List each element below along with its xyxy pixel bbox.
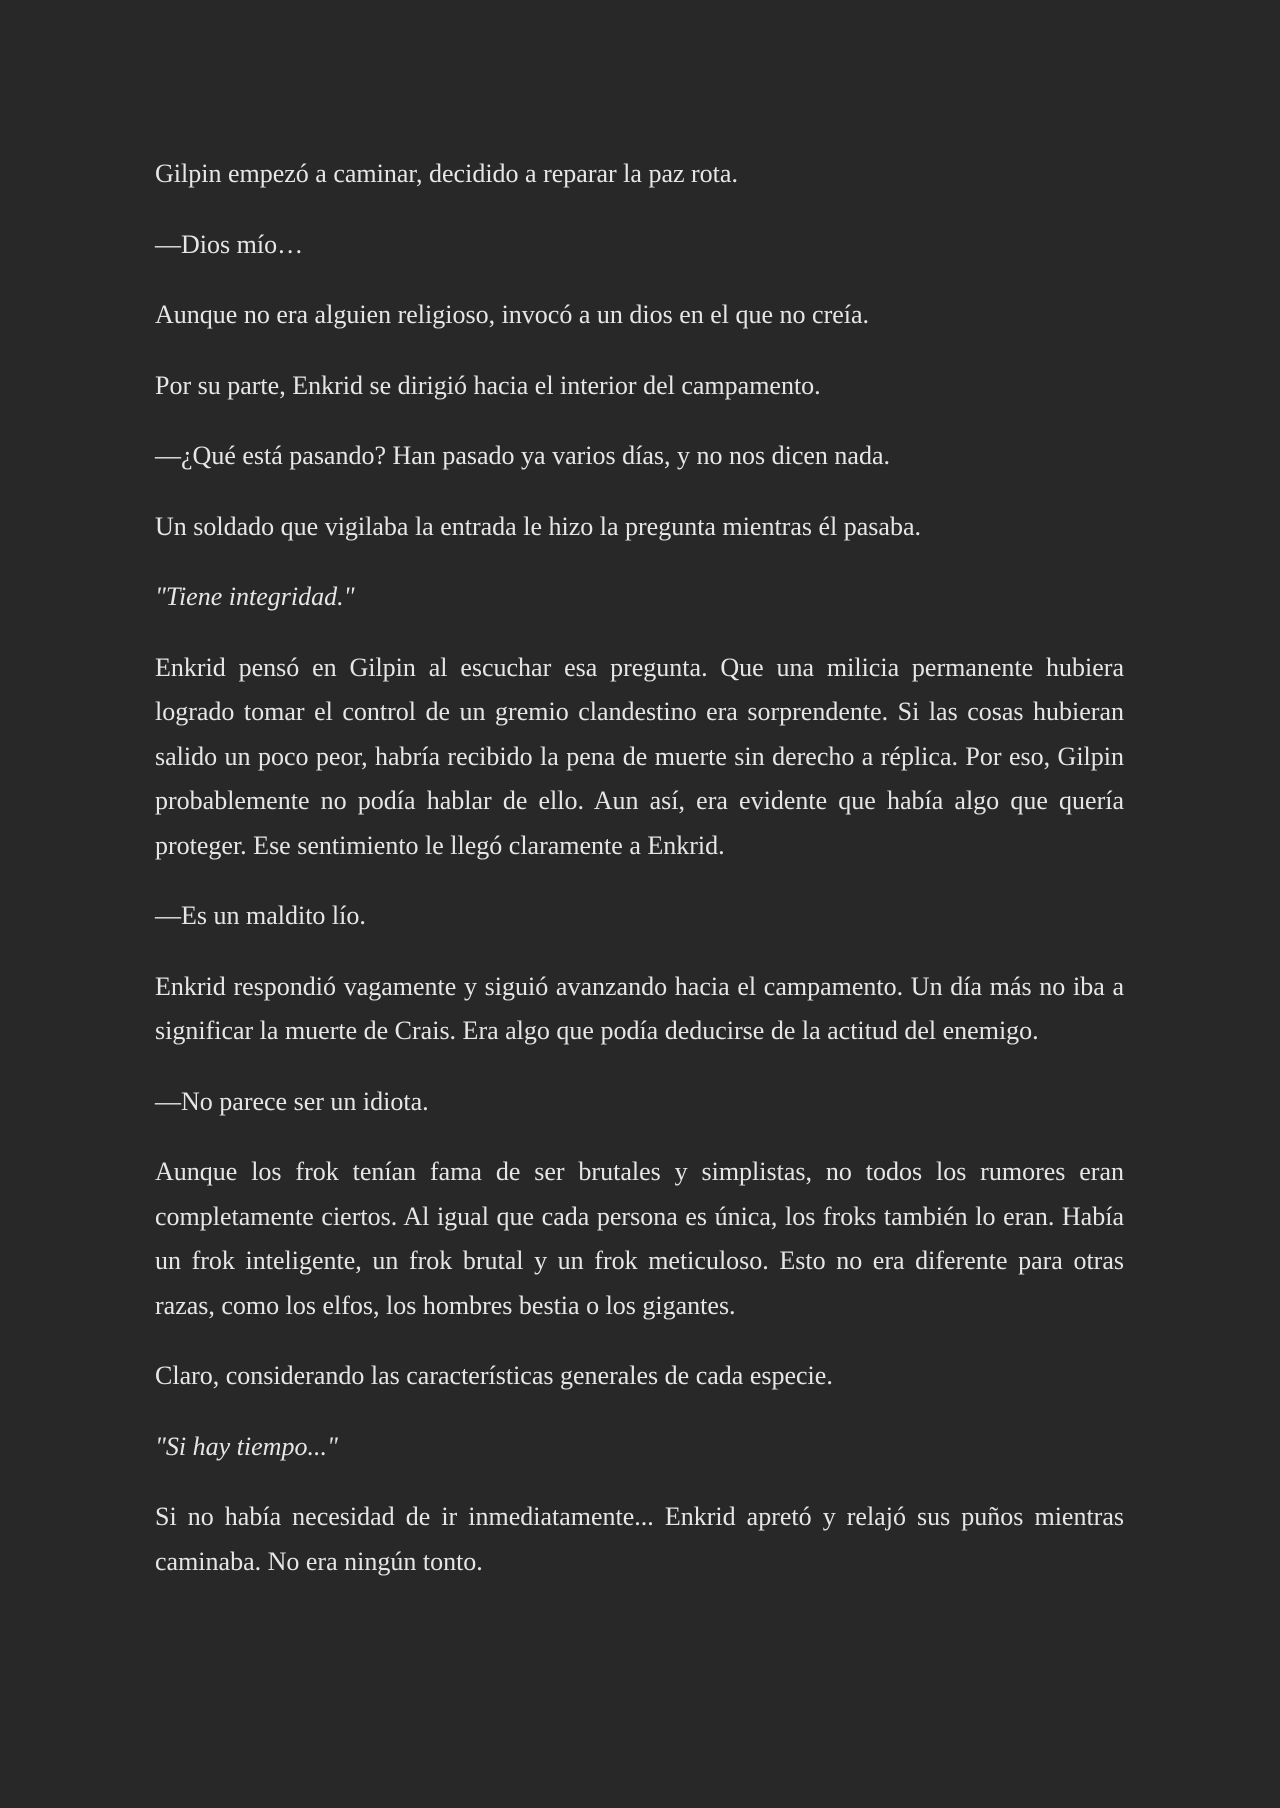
paragraph: Si no había necesidad de ir inmediatamente... Enkrid apretó y relajó sus puños mientras caminaba. No era ningún tonto. [155, 1502, 1124, 1576]
dialogue-line: —Dios mío… [155, 229, 304, 259]
paragraph: Gilpin empezó a caminar, decidido a reparar la paz rota. [155, 159, 738, 188]
document-body [155, 152, 1124, 1610]
paragraph: Aunque no era alguien religioso, invocó a un dios en el que no creía. [155, 300, 870, 329]
dialogue-line: —No parece ser un idiota. [155, 1086, 429, 1116]
paragraph: Enkrid pensó en Gilpin al escuchar esa pregunta. Que una milicia permanente hubiera logrado tomar el control de un gremio clandestino era sorprendente. Si las cosas hubieran salido un poco peor, habría recibido la pena de muerte sin derecho a réplica. Por eso, Gilpin probablemente no podía hablar de ello. Aun así, era evidente que había algo que quería proteger. Ese sentimiento le llegó claramente a Enkrid. [155, 652, 1124, 860]
paragraph: Por su parte, Enkrid se dirigió hacia el interior del campamento. [155, 370, 821, 400]
paragraph: Aunque los frok tenían fama de ser brutales y simplistas, no todos los rumores eran completamente ciertos. Al igual que cada persona es única, los froks también lo eran. Había un frok inteligente, un frok brutal y un frok meticuloso. Esto no era diferente para otras razas, como los elfos, los hombres bestia o los gigantes. [155, 1157, 1124, 1320]
paragraph: Un soldado que vigilaba la entrada le hizo la pregunta mientras él pasaba. [155, 511, 921, 541]
dialogue-line: —¿Qué está pasando? Han pasado ya varios días, y no nos dicen nada. [155, 441, 890, 470]
paragraph: Claro, considerando las características generales de cada especie. [155, 1361, 833, 1390]
thought-line: "Tiene integridad." [155, 582, 355, 611]
dialogue-line: —Es un maldito lío. [155, 901, 366, 930]
thought-line: "Si hay tiempo..." [155, 1431, 338, 1461]
paragraph: Enkrid respondió vagamente y siguió avanzando hacia el campamento. Un día más no iba a significar la muerte de Crais. Era algo que podía deducirse de la actitud del enemigo. [155, 971, 1124, 1045]
